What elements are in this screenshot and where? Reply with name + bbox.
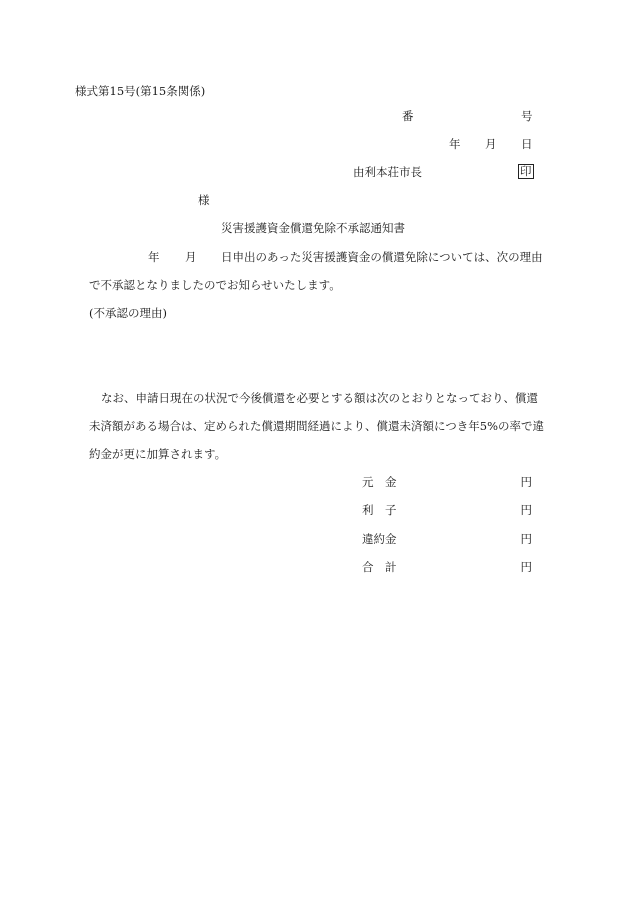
- amount-row-total: [362, 560, 532, 574]
- doc-number-suffix: 号: [521, 109, 533, 123]
- intro-line-1: 日申出のあった災害援護資金の償還免除については、次の理由: [221, 250, 543, 264]
- notice-line-3: 約金が更に加算されます。: [89, 447, 227, 461]
- amount-row-penalty: [362, 532, 532, 546]
- issuer-title: 由利本荘市長: [353, 165, 422, 179]
- amount-label: 元 金: [362, 475, 397, 489]
- amount-unit: 円: [520, 532, 532, 546]
- reason-heading: (不承認の理由): [89, 306, 167, 320]
- date-day: 日: [521, 137, 533, 151]
- amount-label: 違約金: [362, 532, 397, 546]
- amount-row-principal: [362, 475, 532, 489]
- amount-unit: 円: [520, 560, 532, 574]
- form-number: 様式第15号(第15条関係): [75, 84, 206, 98]
- seal-mark: [518, 164, 534, 179]
- date-month: 月: [485, 137, 497, 151]
- addressee-honorific: 様: [198, 193, 210, 207]
- amount-label: 合 計: [362, 560, 397, 574]
- document-title: 災害援護資金償還免除不承認通知書: [221, 221, 405, 235]
- amount-unit: 円: [520, 503, 532, 517]
- notice-line-1: なお、申請日現在の状況で今後償還を必要とする額は次のとおりとなっており、償還: [101, 391, 538, 405]
- intro-month: 月: [185, 250, 197, 264]
- amount-unit: 円: [520, 475, 532, 489]
- intro-line-2: で不承認となりましたのでお知らせいたします。: [89, 278, 341, 292]
- doc-number-label: 番: [402, 109, 414, 123]
- seal-text: 印: [520, 164, 532, 178]
- intro-year: 年: [148, 250, 160, 264]
- notice-line-2: 未済額がある場合は、定められた償還期間経過により、償還未済額につき年5%の率で違: [89, 419, 545, 433]
- amount-label: 利 子: [362, 503, 397, 517]
- date-year: 年: [449, 137, 461, 151]
- amount-row-interest: [362, 503, 532, 517]
